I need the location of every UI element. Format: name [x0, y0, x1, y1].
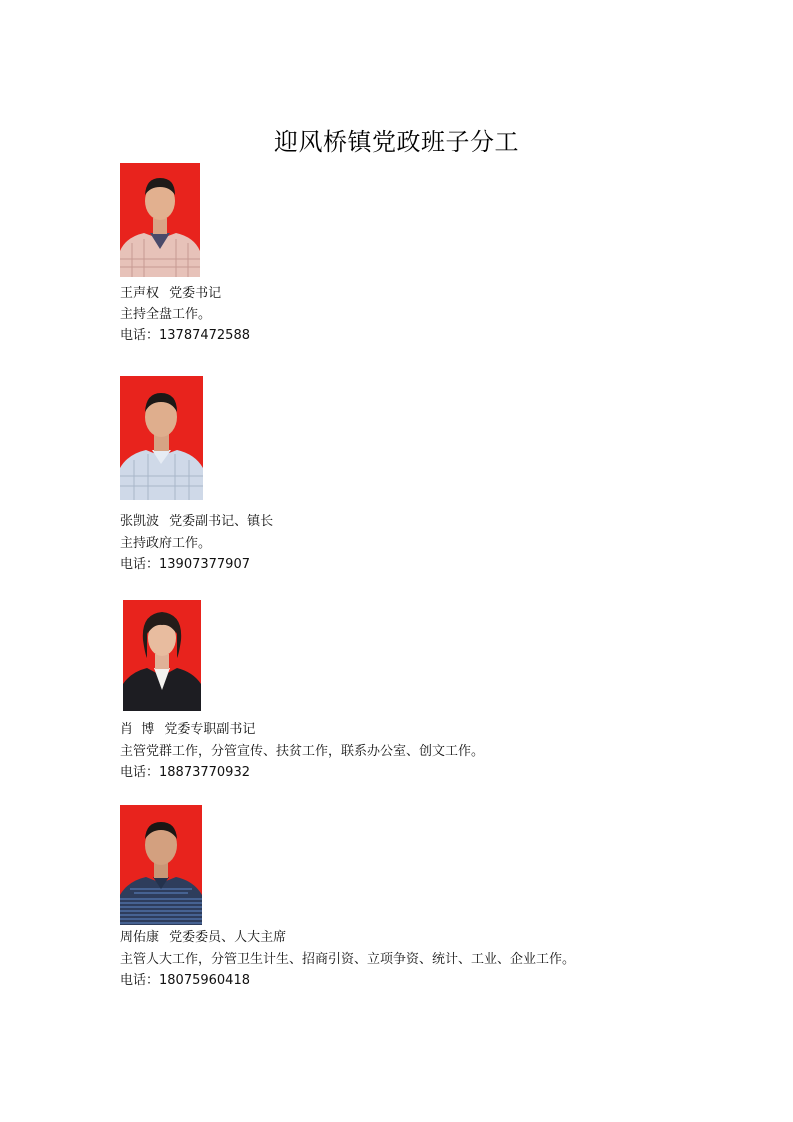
- portrait-photo: [120, 376, 203, 500]
- member-name: 肖 博: [120, 722, 155, 737]
- page-title: 迎风桥镇党政班子分工: [274, 128, 519, 156]
- member-phone-line: [120, 327, 250, 345]
- phone-label: 电话：: [120, 765, 160, 780]
- phone-label: 电话：: [120, 328, 160, 343]
- member-position: 党委专职副书记: [164, 722, 256, 737]
- member-name: 周佑康: [120, 930, 160, 945]
- phone-number: 13787472588: [159, 328, 250, 343]
- member-phone-line: [120, 764, 250, 782]
- portrait-photo: [120, 805, 202, 925]
- member-name-position: [120, 721, 255, 739]
- phone-number: 18075960418: [159, 973, 250, 988]
- member-position: 党委书记: [169, 286, 222, 301]
- member-phone-line: [120, 556, 250, 574]
- portrait-photo: [120, 163, 200, 277]
- member-name-position: [120, 929, 286, 947]
- portrait-photo: [123, 600, 201, 711]
- phone-number: 13907377907: [159, 557, 250, 572]
- member-name: 王声权: [120, 286, 160, 301]
- member-name: 张凯波: [120, 514, 160, 529]
- phone-label: 电话：: [120, 557, 160, 572]
- member-duty: 主持政府工作。: [120, 536, 212, 551]
- member-duty: 主管党群工作，分管宣传、扶贫工作，联系办公室、创文工作。: [120, 744, 485, 759]
- member-position: 党委副书记、镇长: [169, 514, 274, 529]
- phone-number: 18873770932: [159, 765, 250, 780]
- phone-label: 电话：: [120, 973, 160, 988]
- member-position: 党委委员、人大主席: [169, 930, 287, 945]
- member-name-position: [120, 513, 273, 531]
- member-name-position: [120, 285, 221, 303]
- member-duty: 主管人大工作，分管卫生计生、招商引资、立项争资、统计、工业、企业工作。: [120, 952, 576, 967]
- member-phone-line: [120, 972, 250, 990]
- member-duty: 主持全盘工作。: [120, 307, 212, 322]
